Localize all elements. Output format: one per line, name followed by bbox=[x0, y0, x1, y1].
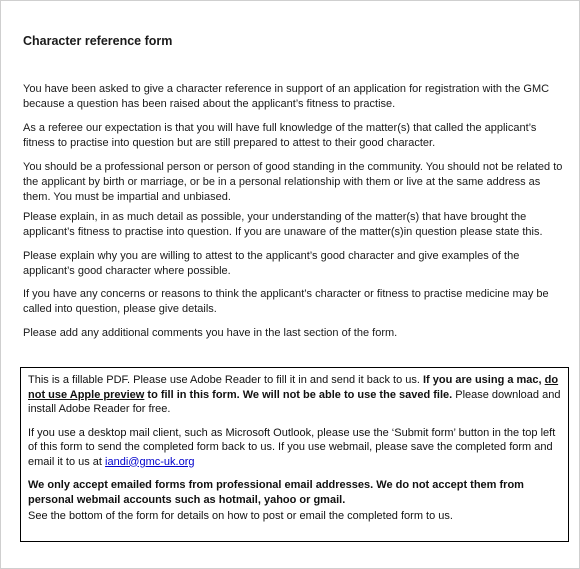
submit-instructions bbox=[28, 426, 562, 470]
email-policy bbox=[28, 478, 562, 507]
concerns-paragraph: If you have any concerns or reasons to think the applicant’s character or fitness to practise medicine may be called into question, please give details. bbox=[23, 288, 549, 315]
fillable-pdf-notice-box bbox=[20, 367, 569, 542]
intro-paragraph: You have been asked to give a character reference in support of an application for registration with the GMC because a question has been raised about the applicant’s fitness to practise. bbox=[23, 83, 550, 110]
install-adobe-text: Please download and install Adobe Reader for free. bbox=[28, 388, 561, 415]
adobe-reader-notice bbox=[28, 373, 562, 417]
email-link[interactable]: iandi@gmc-uk.org bbox=[105, 455, 195, 468]
page-title: Character reference form bbox=[23, 34, 173, 48]
apple-preview-warning: do not use Apple preview bbox=[28, 374, 559, 401]
email-policy-text: We only accept emailed forms from professional email addresses. We do not accept them from personal webmail accounts such as hotmail, yahoo or gmail. bbox=[28, 479, 524, 506]
expectation-paragraph: As a referee our expectation is that you will have full knowledge of the matter(s) that called the applicant’s fitness to practise into question but are still prepared to attest to their good character. bbox=[23, 122, 537, 149]
submit-instructions-text: If you use a desktop mail client, such as Microsoft Outlook, please use the ‘Submit form’ button in the top left of this form to send the completed form back to us. If you use webmail, please save the completed form and email it to us at bbox=[28, 426, 556, 468]
referee-requirements-paragraph: You should be a professional person or person of good standing in the community. You should not be related to the applicant by birth or marriage, or be in a personal relationship with them or live at the same address as them. You must be impartial and unbiased. bbox=[23, 161, 563, 203]
post-or-email-note: See the bottom of the form for details on how to post or email the completed form to us. bbox=[28, 510, 453, 522]
notice-text: This is a fillable PDF. Please use Adobe Reader to fill it in and send it back to us. bbox=[28, 374, 423, 386]
additional-comments-paragraph: Please add any additional comments you have in the last section of the form. bbox=[23, 327, 398, 339]
explain-character-paragraph: Please explain why you are willing to attest to the applicant’s good character and give examples of the applicant’s good character where possible. bbox=[23, 250, 520, 277]
explain-matters-paragraph: Please explain, in as much detail as possible, your understanding of the matter(s) that have brought the applicant’s fitness to practise into question. If you are unaware of the matter(s)in question please state this. bbox=[23, 211, 543, 238]
mac-warning: If you are using a mac, bbox=[423, 374, 545, 386]
saved-file-warning: to fill in this form. We will not be able to use the saved file. bbox=[144, 388, 453, 401]
